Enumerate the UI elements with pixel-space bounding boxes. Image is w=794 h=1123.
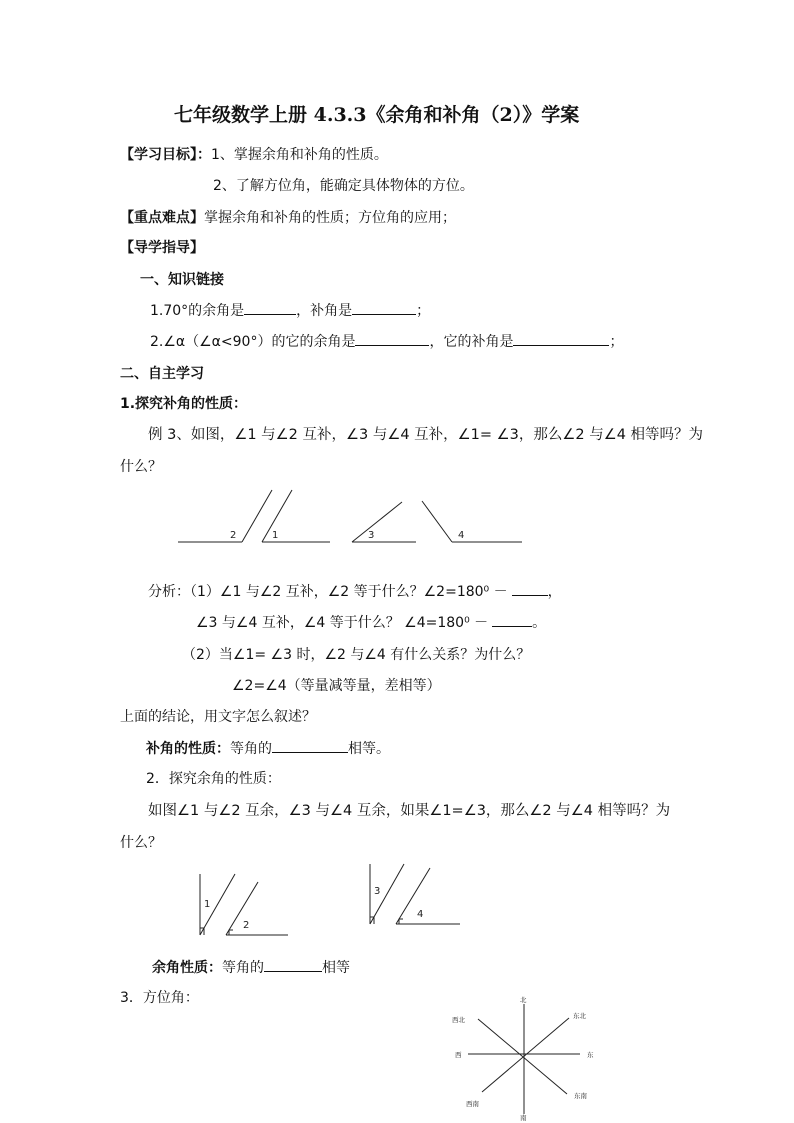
objectives-label: 【学习目标】 xyxy=(120,147,197,163)
angle-label: 3 xyxy=(374,886,381,897)
section1-heading: 一、知识链接 xyxy=(140,272,224,288)
angle-label: 4 xyxy=(417,909,424,920)
subsection-2-heading: 2．探究余角的性质： xyxy=(146,771,281,787)
conclusion-question: 上面的结论，用文字怎么叙述？ xyxy=(120,709,316,725)
analysis-2 xyxy=(196,612,546,633)
direction-southeast: 东南 xyxy=(574,1092,587,1100)
fig1-line xyxy=(242,490,272,542)
question-2-text-c: ； xyxy=(609,334,624,350)
question-2-text-b: ，它的补角是 xyxy=(429,334,514,350)
direction-south: 南 xyxy=(520,1114,527,1122)
analysis-1-end: ， xyxy=(547,584,562,600)
analysis-1-text: 分析：（1）∠1 与∠2 互补，∠2 等于什么？∠2=180⁰ － xyxy=(148,584,508,600)
supplementary-property-label: 补角的性质： xyxy=(146,741,230,757)
answer-blank[interactable] xyxy=(272,738,348,753)
objectives-colon: ： xyxy=(197,147,211,163)
supplementary-property-text-b: 相等。 xyxy=(348,741,390,757)
angle-label: 3 xyxy=(368,530,375,541)
objectives-line1 xyxy=(120,145,388,165)
complementary-property-text-a: 等角的 xyxy=(222,960,264,976)
question-1-text-a: 1.70°的余角是 xyxy=(150,303,245,319)
direction-southwest: 西南 xyxy=(466,1100,479,1108)
compass-rose-figure xyxy=(0,992,794,1122)
complementary-property-text-b: 相等 xyxy=(322,960,350,976)
example-line-2: 什么？ xyxy=(120,459,162,475)
question-1-text-c: ； xyxy=(416,303,431,319)
direction-east: 东 xyxy=(587,1051,594,1059)
supplementary-property xyxy=(146,738,390,759)
objective-item-1: 1、掌握余角和补角的性质。 xyxy=(211,147,388,163)
angle-label: 1 xyxy=(272,530,279,541)
analysis-2-text: ∠3 与∠4 互补，∠4 等于什么？ ∠4=180⁰ － xyxy=(196,615,489,631)
angle-label: 2 xyxy=(243,920,250,931)
answer-blank[interactable] xyxy=(512,581,548,596)
page-title: 七年级数学上册 4.3.3《余角和补角（2）》学案 xyxy=(174,104,580,126)
answer-blank[interactable] xyxy=(352,300,416,315)
key-points-label: 【重点难点】 xyxy=(120,210,204,226)
right-angle-mark xyxy=(399,919,403,924)
direction-northeast: 东北 xyxy=(573,1012,586,1020)
supplementary-property-text-a: 等角的 xyxy=(230,741,272,757)
angle-label: 2 xyxy=(230,530,237,541)
fig1-line xyxy=(422,501,452,542)
direction-north: 北 xyxy=(520,996,527,1004)
compass-line-ne-sw xyxy=(482,1018,569,1092)
question-1 xyxy=(150,300,430,321)
direction-west: 西 xyxy=(455,1051,462,1059)
supplementary-angles-figure xyxy=(0,485,794,545)
answer-blank[interactable] xyxy=(264,957,322,972)
angle-label: 1 xyxy=(204,899,211,910)
answer-blank[interactable] xyxy=(513,331,609,346)
fig2-line xyxy=(396,868,430,924)
example-line-1: 例 3、如图，∠1 与∠2 互补，∠3 与∠4 互补，∠1= ∠3，那么∠2 与∠4 相等吗？为 xyxy=(148,427,704,443)
analysis-4: ∠2=∠4（等量减等量，差相等） xyxy=(232,678,441,694)
analysis-1 xyxy=(148,581,562,602)
fig1-line xyxy=(352,502,402,542)
right-angle-mark xyxy=(229,930,233,935)
section2-heading: 二、自主学习 xyxy=(120,366,204,382)
key-points-line xyxy=(120,208,456,228)
complement-line-1: 如图∠1 与∠2 互余，∠3 与∠4 互余，如果∠1=∠3，那么∠2 与∠4 相等吗？为 xyxy=(148,803,671,819)
guidance-label: 【导学指导】 xyxy=(120,240,204,256)
fig2-line xyxy=(226,882,258,935)
complementary-angles-figure xyxy=(0,860,794,940)
complement-line-2: 什么？ xyxy=(120,835,162,851)
direction-northwest: 西北 xyxy=(452,1016,465,1024)
objective-item-2: 2、了解方位角，能确定具体物体的方位。 xyxy=(213,178,474,194)
complementary-property-label: 余角性质： xyxy=(152,960,222,976)
question-1-text-b: ，补角是 xyxy=(296,303,353,319)
analysis-3: （2）当∠1= ∠3 时，∠2 与∠4 有什么关系？为什么？ xyxy=(182,647,531,663)
question-2 xyxy=(150,331,623,352)
subsection-1-heading: 1.探究补角的性质： xyxy=(120,396,248,412)
angle-label: 4 xyxy=(458,530,465,541)
answer-blank[interactable] xyxy=(492,612,532,627)
complementary-property xyxy=(152,957,350,978)
subsection-3-heading: 3．方位角： xyxy=(120,990,199,1006)
answer-blank[interactable] xyxy=(355,331,429,346)
compass-line-nw-se xyxy=(478,1019,567,1094)
answer-blank[interactable] xyxy=(244,300,296,315)
question-2-text-a: 2.∠α（∠α<90°）的它的余角是 xyxy=(150,334,356,350)
key-points-text: 掌握余角和补角的性质；方位角的应用； xyxy=(204,210,456,226)
analysis-2-end: 。 xyxy=(532,615,547,631)
